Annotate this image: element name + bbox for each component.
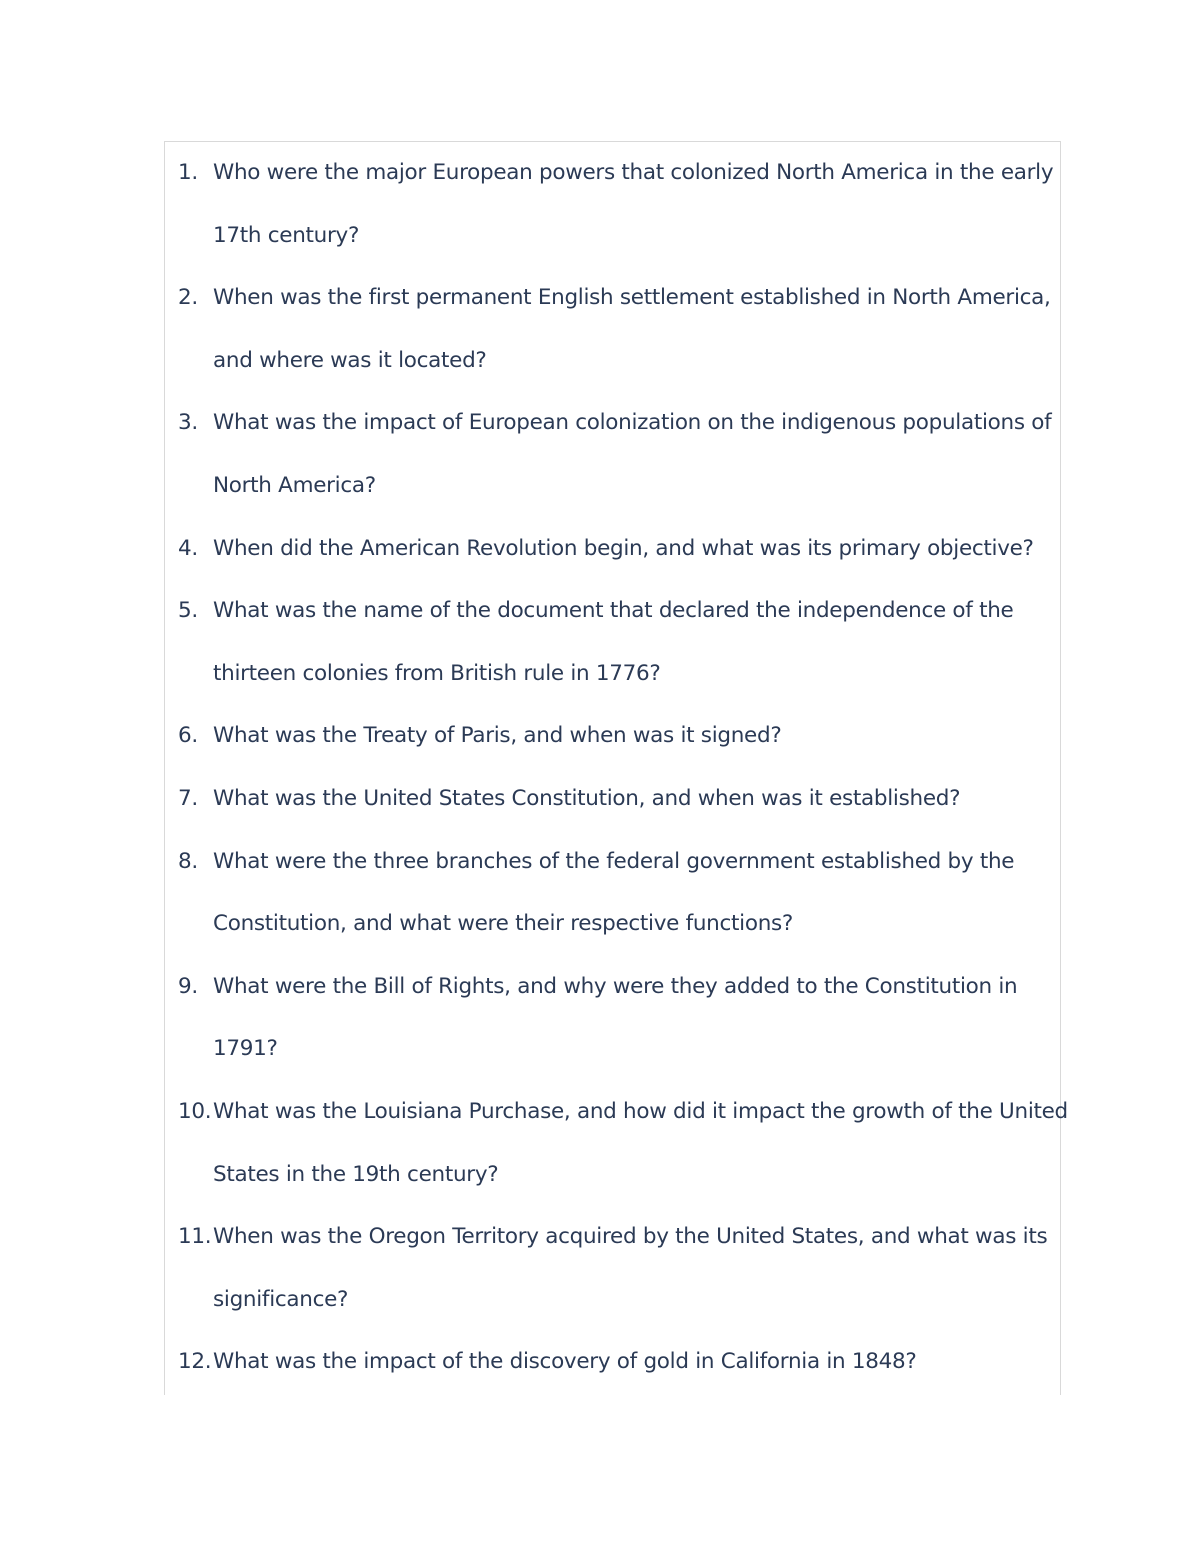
question-text-line: significance?	[213, 1286, 349, 1312]
question-item	[165, 142, 1062, 267]
question-item	[165, 1081, 1068, 1206]
question-item	[165, 267, 1062, 392]
question-number: 2.	[178, 285, 198, 311]
question-text-line: What was the name of the document that declared the independence of the	[213, 598, 1014, 624]
question-text-line: 17th century?	[213, 222, 360, 248]
page-frame	[164, 141, 1068, 1395]
question-text-line: thirteen colonies from British rule in 1776?	[213, 660, 661, 686]
question-text-line: When was the first permanent English settlement established in North America,	[213, 285, 1051, 311]
question-number: 4.	[178, 535, 198, 561]
question-item	[165, 580, 1062, 705]
question-text-line: and where was it located?	[213, 347, 487, 373]
question-text-line: What was the impact of European colonization on the indigenous populations of	[213, 410, 1052, 436]
question-list	[165, 142, 1068, 1394]
question-text-line: When did the American Revolution begin, and what was its primary objective?	[213, 535, 1034, 561]
question-item	[165, 1331, 1062, 1394]
question-item	[165, 518, 1062, 581]
question-number: 7.	[178, 785, 198, 811]
question-text-line: Who were the major European powers that colonized North America in the early	[213, 160, 1054, 185]
question-item	[165, 956, 1062, 1081]
question-number: 5.	[178, 598, 198, 624]
question-number: 10.	[178, 1098, 212, 1124]
question-text-line: North America?	[213, 472, 376, 498]
question-text-line: When was the Oregon Territory acquired by the United States, and what was its	[213, 1224, 1048, 1250]
question-item	[165, 705, 1062, 768]
question-text-line: What was the Treaty of Paris, and when was it signed?	[213, 723, 782, 749]
question-text-line: What was the impact of the discovery of gold in California in 1848?	[213, 1349, 917, 1375]
question-text-line: What were the Bill of Rights, and why were they added to the Constitution in	[213, 973, 1018, 999]
question-number: 8.	[178, 848, 198, 874]
question-number: 9.	[178, 973, 198, 999]
question-text-line: What was the Louisiana Purchase, and how did it impact the growth of the United	[213, 1098, 1068, 1124]
question-number: 6.	[178, 723, 198, 749]
question-item	[165, 1206, 1062, 1331]
question-item	[165, 392, 1062, 517]
question-text-line: What were the three branches of the federal government established by the	[213, 848, 1015, 874]
question-text-line: What was the United States Constitution, and when was it established?	[213, 785, 961, 811]
question-text-line: 1791?	[213, 1036, 278, 1062]
question-number: 12.	[178, 1349, 212, 1375]
question-number: 3.	[178, 410, 198, 436]
question-item	[165, 831, 1062, 956]
question-item	[165, 768, 1062, 831]
question-text-line: States in the 19th century?	[213, 1161, 499, 1187]
question-number: 1.	[178, 160, 198, 185]
question-text-line: Constitution, and what were their respective functions?	[213, 911, 794, 937]
question-number: 11.	[178, 1224, 212, 1250]
